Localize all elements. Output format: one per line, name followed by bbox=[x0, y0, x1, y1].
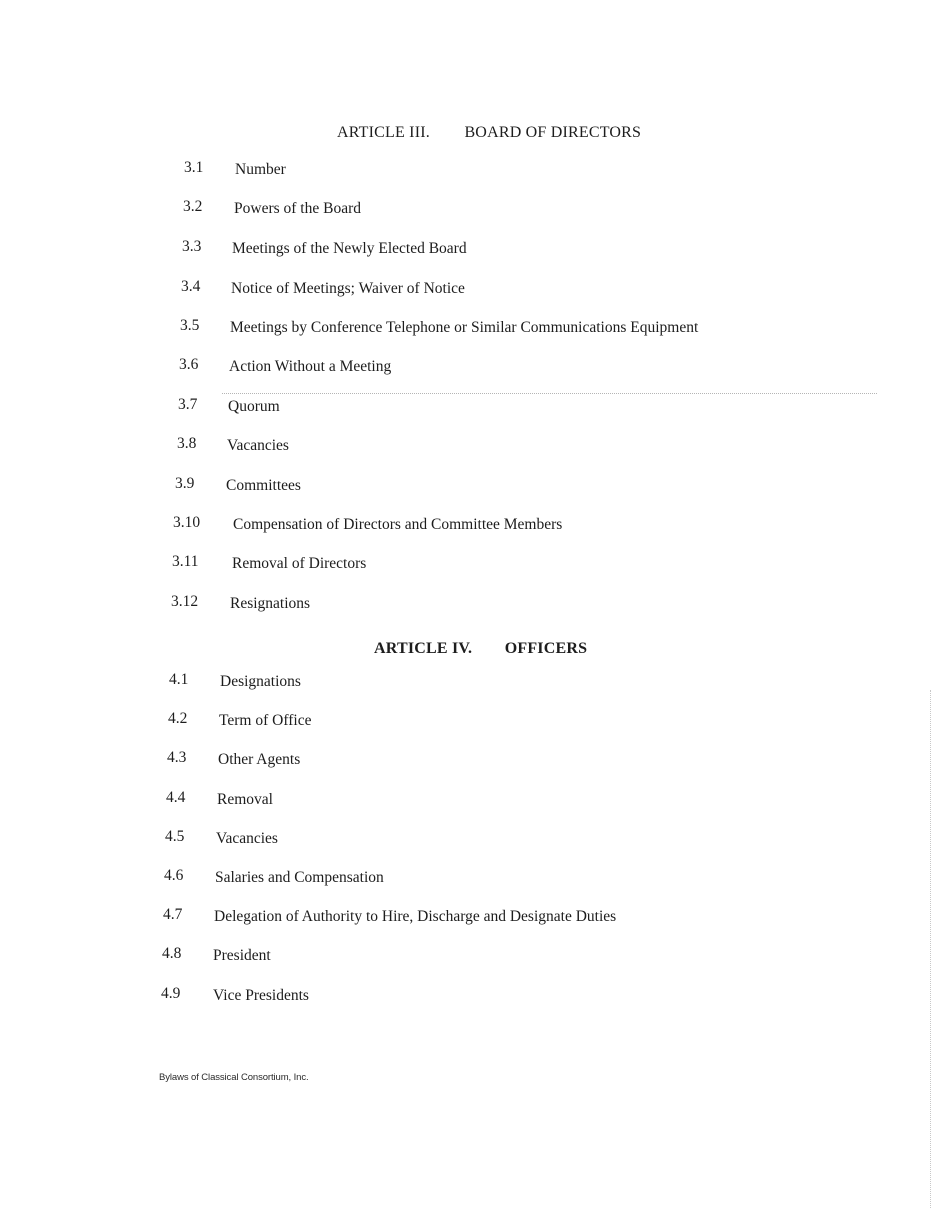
article-4-title: ARTICLE IV. bbox=[374, 640, 473, 657]
toc-item-label: Number bbox=[235, 161, 286, 178]
toc-item-number: 3.8 bbox=[177, 435, 197, 452]
toc-item-label: Resignations bbox=[230, 595, 311, 612]
toc-item-number: 3.4 bbox=[181, 278, 201, 295]
toc-item-number: 4.4 bbox=[166, 789, 186, 806]
article-3-title: ARTICLE III. bbox=[337, 124, 430, 141]
toc-item-number: 4.3 bbox=[167, 749, 187, 766]
toc-item-number: 3.5 bbox=[180, 317, 200, 334]
toc-item-label: Removal bbox=[217, 791, 273, 808]
toc-item-number: 4.5 bbox=[165, 828, 185, 845]
toc-item-number: 4.9 bbox=[161, 985, 181, 1002]
toc-item-label: Meetings by Conference Telephone or Similar Communications Equipment bbox=[230, 319, 699, 336]
toc-item-number: 3.2 bbox=[183, 198, 203, 215]
toc-item-number: 4.8 bbox=[162, 945, 182, 962]
toc-item-number: 4.1 bbox=[169, 671, 189, 688]
toc-item-number: 3.9 bbox=[175, 475, 195, 492]
toc-item-number: 4.2 bbox=[168, 710, 188, 727]
toc-item-number: 3.1 bbox=[184, 159, 204, 176]
toc-item-label: Action Without a Meeting bbox=[229, 358, 392, 375]
article-4-name: OFFICERS bbox=[504, 640, 588, 657]
toc-item-number: 3.3 bbox=[182, 238, 202, 255]
toc-item-label: Designations bbox=[220, 673, 301, 690]
toc-item-number: 3.10 bbox=[173, 514, 201, 531]
toc-item-label: Vacancies bbox=[227, 437, 289, 454]
document-footer: Bylaws of Classical Consortium, Inc. bbox=[159, 1072, 309, 1083]
toc-item-label: Term of Office bbox=[219, 712, 312, 729]
toc-item-label: Powers of the Board bbox=[234, 200, 361, 217]
article-3-name: BOARD OF DIRECTORS bbox=[464, 124, 642, 141]
toc-item-label: Removal of Directors bbox=[232, 555, 367, 572]
toc-item-label: Other Agents bbox=[218, 751, 301, 768]
toc-item-label: Committees bbox=[226, 477, 301, 494]
toc-item-label: Compensation of Directors and Committee Members bbox=[233, 516, 563, 533]
toc-item-label: Vacancies bbox=[216, 830, 278, 847]
toc-item-number: 3.11 bbox=[172, 553, 199, 570]
toc-item-number: 4.7 bbox=[163, 906, 183, 923]
toc-item-number: 3.7 bbox=[178, 396, 198, 413]
toc-item-label: Notice of Meetings; Waiver of Notice bbox=[231, 280, 465, 297]
scan-artifact-dotted-line bbox=[222, 393, 877, 398]
article-3-heading bbox=[337, 122, 641, 142]
toc-item-label: Meetings of the Newly Elected Board bbox=[232, 240, 467, 257]
toc-item-number: 3.6 bbox=[179, 356, 199, 373]
toc-item-number: 3.12 bbox=[171, 593, 199, 610]
toc-item-number: 4.6 bbox=[164, 867, 184, 884]
toc-item-label: Vice Presidents bbox=[213, 987, 309, 1004]
article-4-heading bbox=[374, 638, 587, 658]
toc-item-label: Quorum bbox=[228, 398, 280, 415]
toc-item-label: Salaries and Compensation bbox=[215, 869, 384, 886]
toc-item-label: Delegation of Authority to Hire, Discharge and Designate Duties bbox=[214, 908, 617, 925]
scan-artifact-right-edge bbox=[930, 690, 934, 1208]
toc-item-label: President bbox=[213, 947, 271, 964]
